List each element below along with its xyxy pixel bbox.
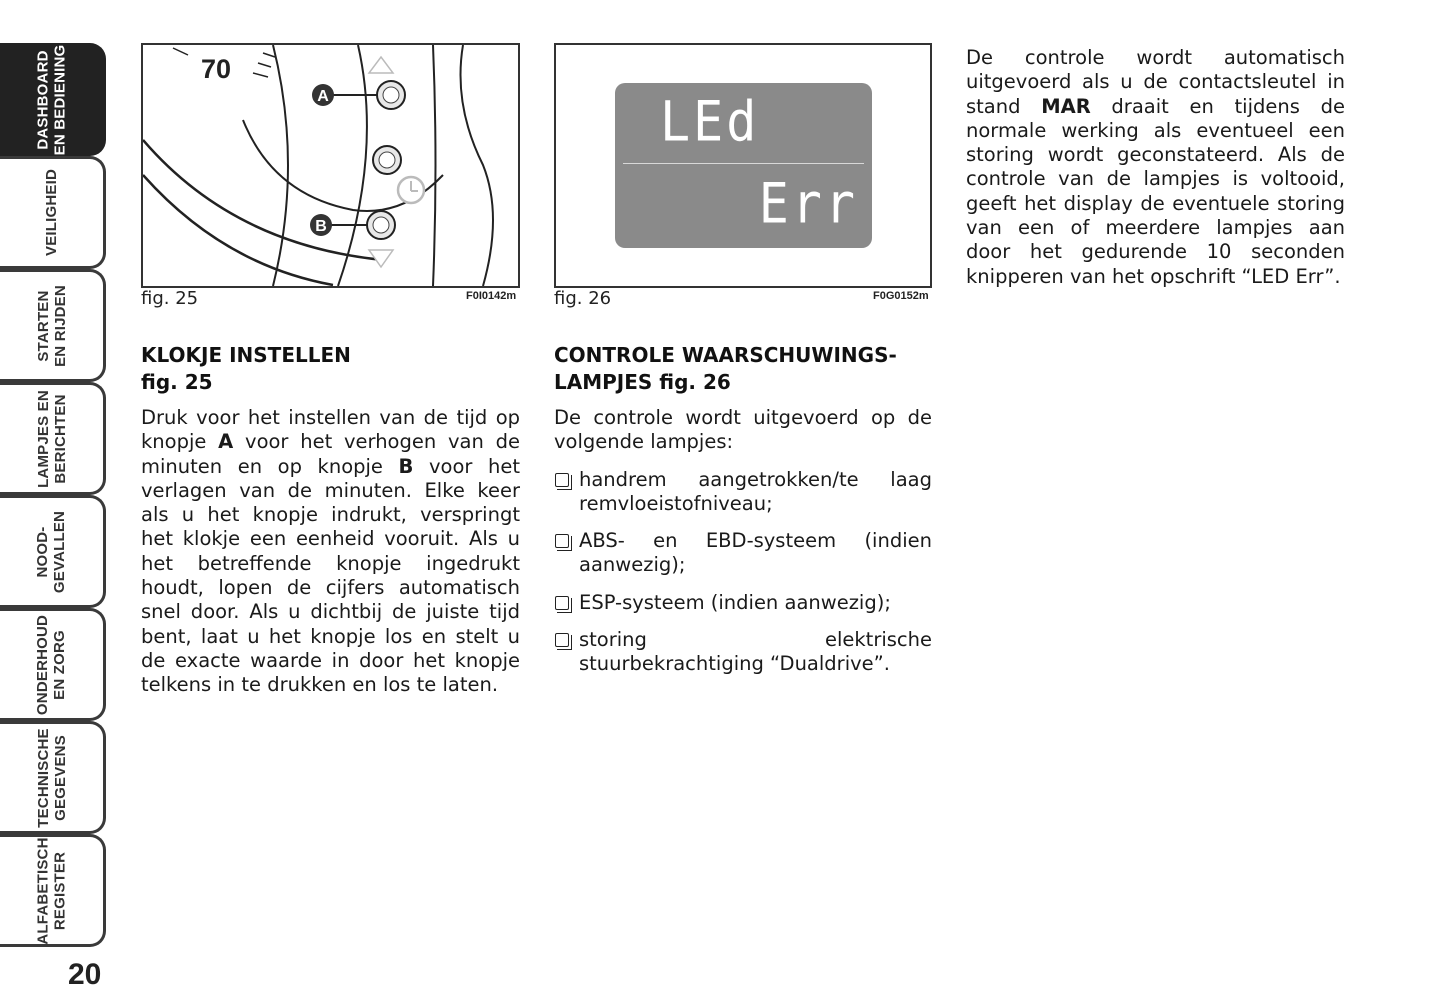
lcd-divider <box>623 163 864 164</box>
instrument-panel-illustration <box>143 45 518 286</box>
figure-25-clock-buttons <box>141 43 520 288</box>
list-item <box>554 468 932 517</box>
figure-25-code: F0I0142m <box>466 290 517 302</box>
tab-label-line1: ALFABETISCH <box>34 836 52 945</box>
tab-label-line1: DASHBOARD <box>34 49 52 150</box>
text-run: Druk voor het instellen van de tijd op knopje <box>141 406 520 454</box>
key-a: A <box>218 430 234 454</box>
tab-label-line2: GEVALLEN <box>51 510 69 593</box>
figure-25-caption: fig. 25 <box>141 288 199 309</box>
lcd-top-text: LEd <box>660 90 760 154</box>
speed-label: 70 <box>200 54 232 84</box>
lcd-bottom-text: Err <box>758 172 858 236</box>
button-a-callout: A <box>317 88 329 105</box>
side-tab-starten[interactable] <box>0 269 106 382</box>
side-tab-navigation <box>0 43 106 947</box>
side-tab-noodgevallen[interactable] <box>0 495 106 608</box>
heading-line-2: LAMPJES fig. 26 <box>554 370 731 394</box>
list-item-text: ABS- en EBD-systeem (indien aanwezig); <box>579 529 932 577</box>
side-tab-technische[interactable] <box>0 721 106 834</box>
checkbox-bullet-icon <box>555 633 569 647</box>
text-run: voor het verhogen van de minuten en op knopje <box>141 430 520 478</box>
text-run: De controle wordt automatisch uitgevoerd als u de contactsleutel in stand <box>966 46 1345 118</box>
tab-label-line2: BERICHTEN <box>51 393 69 484</box>
tab-label-line2: REGISTER <box>51 851 69 930</box>
key-b: B <box>398 454 414 478</box>
section-controle-waarschuwingslampjes <box>554 342 932 677</box>
tab-label-line1: TECHNISCHE <box>34 727 52 828</box>
list-item <box>554 529 932 578</box>
section-heading <box>554 342 932 396</box>
tab-label-line2: EN RIJDEN <box>51 284 69 367</box>
key-mar: MAR <box>1041 94 1091 118</box>
list-item <box>554 628 932 677</box>
list-item-text: handrem aangetrokken/te laag remvloeistofniveau; <box>579 467 932 515</box>
body-paragraph <box>141 406 520 698</box>
tab-label-line2: GEGEVENS <box>51 734 69 821</box>
side-tab-register[interactable] <box>0 834 106 947</box>
figure-26-lcd-display <box>554 43 932 288</box>
side-tab-veiligheid[interactable] <box>0 156 106 269</box>
side-tab-lampjes[interactable] <box>0 382 106 495</box>
heading-line-1: CONTROLE WAARSCHUWINGS- <box>554 343 897 367</box>
tab-label-line2: EN ZORG <box>51 629 69 700</box>
page-number: 20 <box>68 958 102 991</box>
text-run: draait en tijdens de normale werking als eventueel een storing wordt geconstateerd. Als de controle van de lampjes is voltooid, geeft het display de eventuele storing van een of meerdere lampjes aan door het gedurende 10 seconden knipperen van het opschrift “LED Err”. <box>966 94 1345 288</box>
side-tab-onderhoud[interactable] <box>0 608 106 721</box>
lamp-list <box>554 468 932 677</box>
section-controle-automatisch <box>966 46 1345 289</box>
tab-label-line1: LAMPJES EN <box>34 389 52 488</box>
checkbox-bullet-icon <box>555 596 569 610</box>
tab-label-line2: EN BEDIENING <box>51 44 69 155</box>
button-b-callout: B <box>315 218 327 235</box>
list-item <box>554 591 932 615</box>
list-item-text: ESP-systeem (indien aanwezig); <box>579 590 891 614</box>
checkbox-bullet-icon <box>555 473 569 487</box>
body-paragraph <box>966 46 1345 289</box>
lcd-screen <box>615 83 872 248</box>
tab-label-line1: ONDERHOUD <box>34 614 52 715</box>
side-tab-dashboard[interactable] <box>0 43 106 156</box>
tab-label-line1: VEILIGHEID <box>42 168 60 257</box>
section-heading <box>141 342 520 396</box>
figure-26-code: F0G0152m <box>873 290 929 302</box>
checkbox-bullet-icon <box>555 534 569 548</box>
tab-label-line1: STARTEN <box>34 289 52 362</box>
heading-line-2: fig. 25 <box>141 370 213 394</box>
tab-label-line1: NOOD- <box>34 526 52 578</box>
figure-26-caption: fig. 26 <box>554 288 612 309</box>
intro-paragraph: De controle wordt uitgevoerd op de volgende lampjes: <box>554 406 932 454</box>
heading-line-1: KLOKJE INSTELLEN <box>141 343 351 367</box>
section-klokje-instellen <box>141 342 520 698</box>
text-run: voor het verlagen van de minuten. Elke keer als u het knopje indrukt, verspringt het klokje een eenheid vooruit. Als u het betreffende knopje ingedrukt houdt, lopen de cijfers automatisch snel door. Als u dichtbij de juiste tijd bent, laat u het knopje los en stelt u de exacte waarde in door het knopje telkens in te drukken en los te laten. <box>141 454 520 697</box>
list-item-text: storing elektrische stuurbekrachtiging “Dualdrive”. <box>579 628 932 676</box>
